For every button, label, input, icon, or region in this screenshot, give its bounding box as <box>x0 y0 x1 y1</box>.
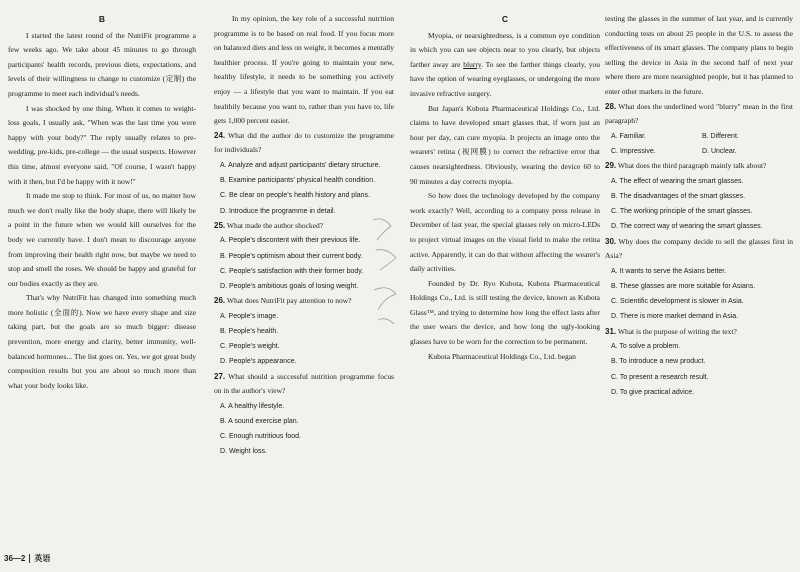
option-b: B. These glasses are more suitable for Asians. <box>611 282 756 290</box>
option-c: C. Enough nutritious food. <box>220 433 301 441</box>
option-c: C. Impressive. <box>611 147 656 155</box>
option-c: C. People's weight. <box>220 343 280 351</box>
question-text: What does NutriFit pay attention to now? <box>226 296 352 306</box>
question-text: What is the purpose of writing the text? <box>617 326 737 336</box>
passage-b-paragraph-3: It made me stop to think. For most of us, no matter how much we don't really like the body shape, there will likely be a point in the future when we would kill ourselves for the body we currently have. I don't mean to discourage anyone from improving their health right now, but maybe we need to stop and smell the roses. We should be happy and grateful for our bodies exactly as they are. <box>8 191 196 288</box>
option-a: A. It wants to serve the Asians better. <box>611 267 727 275</box>
paragraph-text: Myopia, or nearsightedness, is a common eye condition in which you can see objects near to you clearly, but objects farther away are <box>410 30 600 69</box>
passage-c-paragraph-4: Founded by Dr. Ryo Kubota, Kubota Pharmaceutical Holdings Co., Ltd. is still testing the device, known as Kubota Glass™, and trying to determine how long the effect lasts after the user wears the device, and how long the ugly-looking glasses have to be worn for the correction to be permanent. <box>410 278 600 347</box>
passage-c-column <box>410 12 600 364</box>
option-c: C. The working principle of the smart glasses. <box>611 208 753 216</box>
question-text: What does the third paragraph mainly talk about? <box>617 161 767 171</box>
option-d: D. There is more market demand in Asia. <box>611 313 739 321</box>
option-d: D. Unclear. <box>702 147 737 155</box>
question-number: 28. <box>605 101 617 111</box>
question-number: 27. <box>214 371 226 381</box>
question-number: 24. <box>214 130 226 140</box>
subject-label: 英语 <box>34 554 51 563</box>
option-a: A. A healthy lifestyle. <box>220 402 285 410</box>
option-a: A. Analyze and adjust participants' dietary structure. <box>220 161 381 169</box>
question-number: 29. <box>605 161 617 171</box>
option-d: D. People's ambitious goals of losing weight. <box>220 282 359 290</box>
option-b: B. A sound exercise plan. <box>220 417 299 425</box>
passage-b-paragraph-4: That's why NutriFit has changed into something much more holistic (全面的). Now we have every shape and size taking part, but the goals are so much bigger: disease prevention, more energy and clarity, better immunity, well-balanced hormones... The list goes on. Yes, we got great body composition results but you are about so much more than what your body looks like. <box>8 293 196 390</box>
question-28 <box>605 100 793 160</box>
option-c: C. People's satisfaction with their former body. <box>220 267 364 275</box>
passage-c-paragraph-2: But Japan's Kubota Pharmaceutical Holdings Co., Ltd. claims to have developed smart glasses that, if worn just an hour per day, can cure myopia. It projects an image onto the wearers' retina (视网膜) to correct the refractive error that causes nearsightedness. Obviously, wearing the device 60 to 90 minutes a day corrects myopia. <box>410 103 600 186</box>
passage-c-paragraph-5-continued: testing the glasses in the summer of last year, and is currently conducting tests on about 25 people in the U.S. to assess the effectiveness of its smart glasses. The company plans to begin selling the device in Asia in the second half of next year where there are more nearsighted people, but it has planned to enter other markets in the future. <box>605 14 793 96</box>
passage-b-paragraph-5: In my opinion, the key role of a successful nutrition programme is to be based on real food. If you focus more on balanced diets and less on weight, it becomes a mentally healthier process. If you're going to maintain your new, healthy lifestyle, it needs to be something you actively enjoy — a lifestyle that you want to maintain. If you eat healthily because you want to, rather than you have to, life gets 1,000 percent easier. <box>214 14 394 126</box>
passage-b-column <box>8 12 196 393</box>
option-d: D. To give practical advice. <box>611 388 695 396</box>
question-30 <box>605 235 793 325</box>
question-text: What does the underlined word "blurry" mean in the first paragraph? <box>605 101 793 126</box>
question-24 <box>214 129 394 219</box>
section-letter-b: B <box>98 14 106 24</box>
question-number: 30. <box>605 236 617 246</box>
option-d: D. Weight loss. <box>220 448 267 456</box>
option-a: A. People's discontent with their previous life. <box>220 237 361 245</box>
question-text: What should a successful nutrition programme focus on in the author's view? <box>214 371 395 396</box>
option-c: C. Scientific development is slower in Asia. <box>611 298 744 306</box>
option-d: D. The correct way of wearing the smart glasses. <box>611 223 763 231</box>
question-number: 26. <box>214 296 226 306</box>
passage-c-paragraph-5: Kubota Pharmaceutical Holdings Co., Ltd. began <box>428 351 576 361</box>
question-27 <box>214 370 394 460</box>
option-row <box>611 144 793 159</box>
page-footer <box>4 553 154 565</box>
option-b: B. To introduce a new product. <box>611 358 706 366</box>
questions-c-column <box>605 12 793 400</box>
question-text: Why does the company decide to sell the glasses first in Asia? <box>605 236 793 261</box>
option-d: D. Introduce the programme in detail. <box>220 207 336 215</box>
option-b: B. People's optimism about their current body. <box>220 252 363 260</box>
passage-c-paragraph-3: So how does the technology developed by the company work exactly? Well, according to a company press release in December of last year, the special glasses rely on micro-LEDs to project virtual images on the visual field to make the retina active. Apparently, it can do that without affecting the wearer's daily activities. <box>410 191 600 274</box>
question-text: What did the author do to customize the programme for individuals? <box>214 130 394 155</box>
question-26 <box>214 294 394 369</box>
section-letter-c: C <box>501 14 509 24</box>
question-31 <box>605 325 793 400</box>
option-b: B. Examine participants' physical health condition. <box>220 177 376 185</box>
question-number: 25. <box>214 220 226 230</box>
question-29 <box>605 159 793 234</box>
question-25 <box>214 219 394 294</box>
questions-b-column <box>214 12 394 460</box>
option-b: B. People's health. <box>220 327 279 335</box>
paragraph-text: . To see the farther things clearly, you have the option of wearing eyeglasses, or undergoing the more invasive refractive surgery. <box>410 59 600 98</box>
passage-b-paragraph-2: I was shocked by one thing. When it comes to weight-loss goals, I usually ask, "When was the last time you were happy with your body?" The reply usually relates to pre-wedding, pre-kids, pre-college — the usual suspects. However this time, almost everyone said, "Of course, I wasn't happy with it then, but I'd be happy with it now!" <box>8 103 196 186</box>
question-text: What made the author shocked? <box>226 220 324 230</box>
option-row <box>611 129 793 144</box>
option-b: B. Different. <box>702 132 739 140</box>
option-a: A. To solve a problem. <box>611 343 681 351</box>
option-a: A. People's image. <box>220 312 279 320</box>
option-d: D. People's appearance. <box>220 358 297 366</box>
question-number: 31. <box>605 326 617 336</box>
option-c: C. Be clear on people's health history and plans. <box>220 192 370 200</box>
page-number: 36—2 <box>4 554 30 563</box>
option-a: A. The effect of wearing the smart glasses. <box>611 177 744 185</box>
passage-b-paragraph-1: I started the latest round of the NutriFit programme a few weeks ago. We take about 45 minutes to go through participants' health records, previous diets, expectations, and levels of their willingness to change to customize (定制) the programme to meet each individual's needs. <box>8 30 196 98</box>
option-a: A. Familiar. <box>611 132 647 140</box>
option-c: C. To present a research result. <box>611 373 709 381</box>
option-b: B. The disadvantages of the smart glasses. <box>611 192 746 200</box>
passage-c-paragraph-1 <box>410 29 600 102</box>
underlined-word-blurry: blurry <box>463 59 482 69</box>
